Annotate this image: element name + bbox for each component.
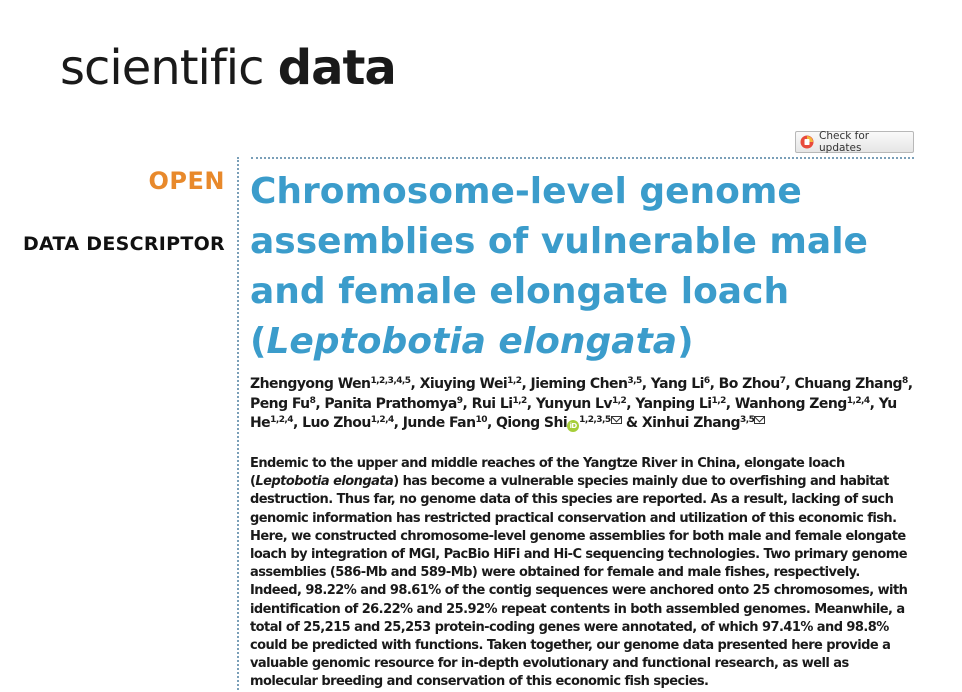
author-entry[interactable] — [651, 376, 710, 392]
check-for-updates-label: Check for updates — [819, 130, 870, 154]
author-affiliation: 1,2,4 — [270, 415, 293, 425]
author-affiliation: 3,5 — [627, 376, 642, 386]
author-entry[interactable] — [403, 415, 487, 431]
author-entry[interactable] — [250, 396, 315, 412]
article-type-label: DATA DESCRIPTOR — [22, 233, 225, 255]
author-affiliation: 3,5 — [740, 415, 755, 425]
open-access-label: OPEN — [148, 167, 225, 195]
author-affiliation: 8 — [901, 376, 908, 386]
author-affiliation: 1,2,3,5 — [579, 415, 611, 425]
author-name: Yunyun Lv — [535, 395, 612, 412]
author-list: Zhengyong Wen$^{1,2,3,4,5}$, Xiuying Wei$^{1,2}$, Jieming Chen$^{3,5}$, Yang Li$^6$, Bo Zhou$^7$, Chuang Zhang$^8$, Peng Fu$^8$, Panita Prathomya$^9$, Rui Li$^{1,2}$, Yunyun Lv$^{1,2}$, Yanping Li$^{1,2}$, Wanhong Zeng$^{1,2,4}$, Yu He$^{1,2,4}$, Luo Zhou$^{1,2,4}$, Junde Fan$^{10}$, Qiong Shi iD$^{1,2,3,5}$ & Xinhui Zhang$^{3,5}$ — [250, 376, 913, 431]
abstract-text-start: Endemic to the upper and middle reaches of the Yangtze River in China, elongate loach ( — [250, 456, 845, 490]
horizontal-divider — [251, 157, 914, 159]
author-affiliation: 1,2,4 — [370, 415, 394, 425]
author-entry[interactable] — [531, 376, 642, 392]
author-entry[interactable] — [496, 415, 622, 431]
author-name: Wanhong Zeng — [734, 395, 847, 412]
title-species: Leptobotia elongata — [266, 321, 678, 362]
author-affiliation: 9 — [456, 395, 463, 406]
orcid-icon[interactable]: iD — [567, 420, 579, 432]
author-affiliation: 1,2 — [512, 395, 527, 406]
author-affiliation: 7 — [779, 376, 786, 386]
email-icon[interactable] — [754, 416, 765, 424]
title-close: ) — [677, 321, 694, 362]
author-name: Yang Li — [650, 376, 704, 392]
author-name: Rui Li — [471, 395, 513, 412]
author-entry[interactable] — [324, 396, 462, 412]
author-affiliation: 1,2,3,4,5 — [370, 376, 411, 386]
author-entry[interactable] — [635, 396, 725, 412]
author-entry[interactable] — [642, 415, 765, 431]
author-name: Jieming Chen — [530, 376, 628, 392]
email-icon[interactable] — [611, 416, 622, 424]
abstract-text-rest: ) has become a vulnerable species mainly due to overfishing and habitat destruction. Thus far, no genome data of this species are reported. As a result, lacking of such genomic information has restricted practical conservation and utilization of this economic fish. Here, we constructed chromosome-level genome assemblies for both male and female elongate loach by integration of MGI, PacBio HiFi and Hi-C sequencing technologies. Two primary genome assemblies (586-Mb and 589-Mb) were obtained for female and male fishes, respectively. Indeed, 98.22% and 98.61% of the contig sequences were anchored onto 25 chromosomes, with identification of 26.22% and 25.92% repeat contents in both assembled genomes. Meanwhile, a total of 25,215 and 25,253 protein-coding genes were annotated, of which 97.41% and 98.8% could be predicted with functions. Taken together, our genome data presented here provide a valuable genomic resource for in-depth evolutionary and functional research, as well as molecular breeding and conservation of this economic fish species. — [250, 474, 908, 690]
journal-masthead — [60, 40, 396, 96]
author-name: Xiuying Wei — [419, 376, 508, 392]
author-name: Chuang Zhang — [794, 376, 902, 392]
masthead-bold: data — [277, 40, 396, 96]
masthead-light: scientific — [60, 40, 264, 96]
author-affiliation: 8 — [309, 395, 316, 406]
author-affiliation: 1,2 — [611, 395, 627, 406]
author-name: Yu He — [250, 395, 897, 431]
author-name: Luo Zhou — [302, 415, 371, 431]
author-entry[interactable] — [302, 415, 394, 431]
author-affiliation: 1,2,4 — [846, 395, 870, 406]
title-text: Chromosome-level genome assemblies of vulnerable male and female elongate loach ( — [250, 171, 868, 362]
author-entry[interactable] — [250, 376, 411, 392]
author-name: Panita Prathomya — [324, 395, 457, 412]
author-affiliation: 6 — [703, 376, 710, 386]
author-entry[interactable] — [735, 396, 870, 412]
author-entry[interactable] — [795, 376, 908, 392]
author-name: Yanping Li — [635, 395, 712, 412]
vertical-divider — [237, 157, 239, 690]
author-name: Peng Fu — [250, 395, 310, 412]
author-entry[interactable] — [420, 376, 522, 392]
author-affiliation: 1,2 — [711, 395, 726, 406]
check-for-updates-button[interactable] — [795, 131, 914, 153]
author-name: Bo Zhou — [718, 376, 780, 392]
author-entry[interactable] — [472, 396, 527, 412]
author-name: Qiong Shi — [496, 415, 568, 431]
article-title — [250, 167, 930, 367]
author-name: Zhengyong Wen — [250, 376, 371, 392]
author-affiliation: 10 — [475, 415, 487, 425]
crossmark-icon — [800, 135, 814, 149]
author-entry[interactable] — [536, 396, 626, 412]
author-name: Xinhui Zhang — [641, 415, 741, 431]
author-affiliation: 1,2 — [507, 376, 522, 386]
abstract — [250, 455, 915, 692]
author-entry[interactable] — [719, 376, 786, 392]
abstract-species: Leptobotia elongata — [255, 474, 394, 490]
author-name: Junde Fan — [402, 415, 476, 431]
